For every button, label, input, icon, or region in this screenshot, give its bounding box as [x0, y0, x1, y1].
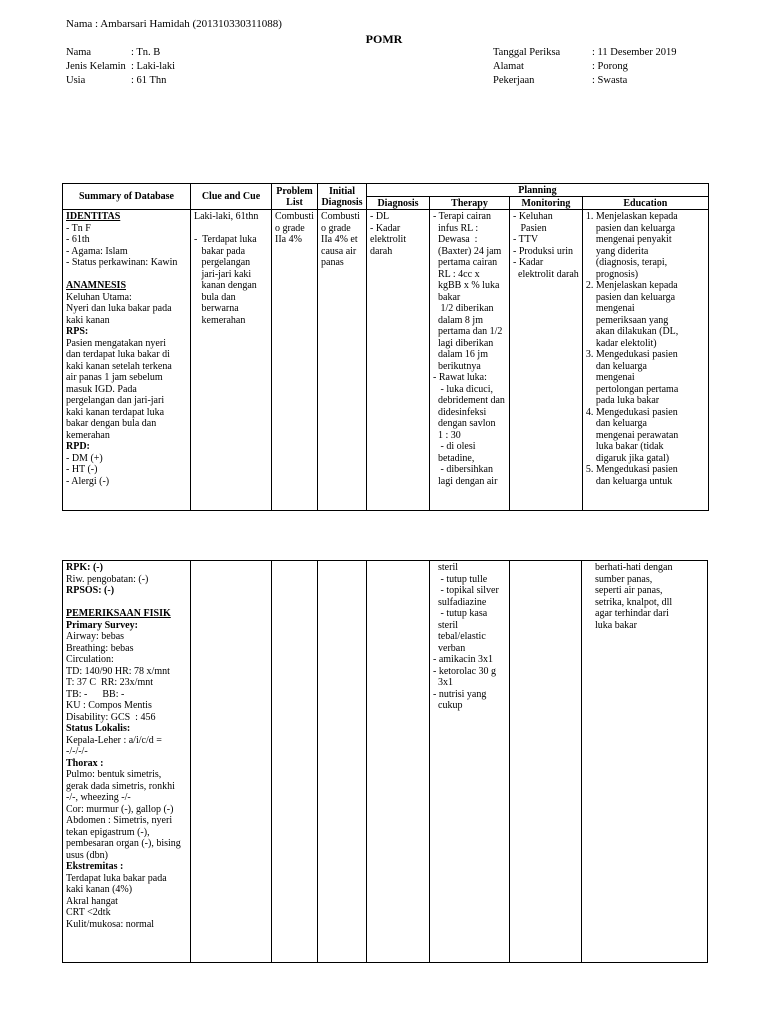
cell-line: - DL — [370, 211, 390, 222]
cell-line: luka bakar — [585, 619, 637, 631]
cell-line: pergelangan — [194, 257, 251, 268]
cell-line: yang diderita — [585, 245, 649, 257]
cell-line: Terdapat luka bakar pada — [66, 872, 167, 884]
cell-line: dalam 8 jm — [433, 314, 483, 326]
cell-line: causa air — [321, 245, 357, 257]
cell-line: - di olesi — [433, 441, 476, 452]
cell-line: - Agama: Islam — [66, 245, 128, 257]
cell-line: Airway: bebas — [66, 631, 125, 642]
cell-line: CRT <2dtk — [66, 907, 111, 918]
cell-line: Keluhan Utama: — [66, 291, 132, 303]
cell-line: tekan epigastrum (-), — [66, 826, 150, 838]
cell-education — [582, 561, 708, 963]
cell-line: dan terdapat luka bakar di — [66, 349, 170, 360]
cell-line: Primary Survey: — [66, 619, 138, 631]
cell-line: Riw. pengobatan: (-) — [66, 573, 149, 585]
cell-line: kemerahan — [194, 314, 246, 326]
value-alamat: : Porong — [592, 61, 628, 72]
cell-line: elektrolit — [370, 234, 407, 245]
header-planning: Planning — [367, 184, 709, 197]
document-title: POMR — [365, 32, 403, 46]
cell-line: bakar dengan bula dan — [66, 418, 157, 429]
cell-line: RPSOS: (-) — [66, 585, 115, 596]
label-alamat: Alamat — [493, 61, 524, 72]
cell-line: 1. Menjelaskan kepada — [585, 211, 678, 222]
cell-line: - topikal silver — [433, 585, 499, 596]
cell-line: berwarna — [194, 303, 239, 314]
cell-education — [582, 210, 708, 511]
cell-line: pergelangan dan jari-jari — [66, 395, 165, 406]
cell-line: mengenai — [585, 372, 635, 383]
cell-line: (Baxter) 24 jam — [433, 245, 502, 257]
cell-line: - Kadar — [370, 222, 401, 234]
header-problem-list: Problem List — [272, 184, 318, 210]
cell-line: verban — [433, 642, 466, 654]
cell-line: tebal/elastic — [433, 631, 486, 642]
cell-line: - Terdapat luka — [194, 234, 257, 245]
label-jenis-kelamin: Jenis Kelamin — [66, 61, 126, 72]
cell-monitoring — [510, 561, 582, 963]
cell-line: masuk IGD. Pada — [66, 383, 137, 395]
cell-line: - tutup tulle — [433, 573, 488, 585]
cell-line: bakar — [433, 291, 461, 303]
cell-line: elektrolit darah — [513, 268, 579, 280]
cell-line: TB: - BB: - — [66, 688, 125, 700]
cell-line: digaruk jika gatal) — [585, 452, 670, 464]
cell-line: 5. Mengedukasi pasien — [585, 464, 678, 475]
cell-line: Breathing: bebas — [66, 642, 134, 654]
cell-line: air panas 1 jam sebelum — [66, 372, 163, 383]
cell-line: T: 37 C RR: 23x/mnt — [66, 677, 154, 688]
cell-line: Pasien mengatakan nyeri — [66, 337, 166, 349]
label-usia: Usia — [66, 75, 86, 86]
cell-line: Abdomen : Simetris, nyeri — [66, 815, 173, 826]
cell-therapy — [430, 210, 510, 511]
cell-line: - Kadar — [513, 257, 544, 268]
value-nama: : Tn. B — [131, 47, 161, 58]
cell-summary — [63, 210, 191, 511]
cell-line: Pulmo: bentuk simetris, — [66, 769, 162, 780]
cell-line: 3. Mengedukasi pasien — [585, 349, 678, 360]
cell-line: ANAMNESIS — [66, 280, 127, 291]
author-name: Nama : Ambarsari Hamidah (201310330311088) — [66, 18, 282, 30]
cell-initial-diagnosis — [318, 210, 367, 511]
cell-line: Akral hangat — [66, 895, 118, 907]
cell-line: Ekstremitas : — [66, 861, 124, 872]
cell-line: berikutnya — [433, 360, 481, 372]
cell-line: mengenai — [585, 303, 635, 314]
cell-line: dan keluarga — [585, 360, 647, 372]
pomr-table-page-2 — [62, 560, 708, 963]
cell-line: Cor: murmur (-), gallop (-) — [66, 803, 174, 815]
cell-line: 1 : 30 — [433, 429, 461, 441]
cell-line: kadar elektolit) — [585, 337, 657, 349]
cell-line: jari-jari kaki — [194, 268, 252, 280]
cell-line: Combusti — [275, 211, 314, 222]
cell-line: cukup — [433, 700, 463, 711]
cell-line: Laki-laki, 61thn — [194, 211, 259, 222]
cell-line: kanan dengan — [194, 280, 257, 291]
cell-line: o grade — [275, 222, 305, 234]
cell-line: Kepala-Leher : a/i/c/d = — [66, 734, 162, 746]
value-pekerjaan: : Swasta — [592, 75, 628, 86]
label-nama: Nama — [66, 47, 92, 58]
cell-line: 4. Mengedukasi pasien — [585, 406, 678, 418]
cell-initial-diagnosis — [318, 561, 367, 963]
cell-line: Nyeri dan luka bakar pada — [66, 303, 172, 314]
cell-line: kemerahan — [66, 429, 110, 441]
cell-line: debridement dan — [433, 395, 505, 406]
cell-diagnosis — [367, 561, 430, 963]
cell-line: - Tn F — [66, 222, 91, 234]
cell-line: RPD: — [66, 441, 90, 452]
cell-line: IIa 4% et — [321, 234, 358, 245]
cell-line: 1/2 diberikan — [433, 303, 494, 314]
cell-therapy — [430, 561, 510, 963]
header-initial-diagnosis: Initial Diagnosis — [318, 184, 367, 210]
value-usia: : 61 Thn — [131, 75, 167, 86]
cell-line: TD: 140/90 HR: 78 x/mnt — [66, 665, 170, 677]
cell-line: - 61th — [66, 234, 90, 245]
cell-line: KU : Compos Mentis — [66, 700, 152, 711]
cell-line: steril — [433, 619, 458, 631]
header-monitoring: Monitoring — [510, 197, 583, 210]
cell-line: Dewasa : — [433, 234, 478, 245]
header-summary: Summary of Database — [63, 184, 191, 210]
cell-line: bakar pada — [194, 245, 246, 257]
cell-line: setrika, knalpot, dll — [585, 596, 673, 608]
cell-line: - ketorolac 30 g — [433, 665, 497, 677]
cell-line: kaki kanan — [66, 314, 110, 326]
cell-line: darah — [370, 245, 393, 257]
label-pekerjaan: Pekerjaan — [493, 75, 535, 86]
cell-line: infus RL : — [433, 222, 479, 234]
cell-line: dan keluarga untuk — [585, 475, 673, 487]
cell-line: pasien dan keluarga — [585, 291, 676, 303]
cell-problem-list — [272, 561, 318, 963]
cell-line: o grade — [321, 222, 351, 234]
cell-line: seperti air panas, — [585, 585, 663, 596]
cell-line: RPS: — [66, 326, 89, 337]
cell-line: - HT (-) — [66, 464, 98, 475]
cell-line: - amikacin 3x1 — [433, 654, 493, 665]
cell-line: mengenai penyakit — [585, 234, 672, 245]
cell-line: - Rawat luka: — [433, 372, 487, 383]
cell-line: pemeriksaan yang — [585, 314, 669, 326]
cell-line: kaki kanan setelah terkena — [66, 360, 172, 372]
cell-line: - Status perkawinan: Kawin — [66, 257, 178, 268]
cell-line: Combusti — [321, 211, 360, 222]
cell-line: - DM (+) — [66, 452, 103, 464]
cell-line: - dibersihkan — [433, 464, 493, 475]
cell-line: didesinfeksi — [433, 406, 487, 418]
cell-line: kaki kanan terdapat luka — [66, 406, 165, 418]
cell-line: pasien dan keluarga — [585, 222, 676, 234]
cell-line: mengenai perawatan — [585, 429, 679, 441]
cell-line: - Alergi (-) — [66, 475, 110, 487]
cell-line: dalam 16 jm — [433, 349, 488, 360]
cell-diagnosis — [367, 210, 430, 511]
cell-line: prognosis) — [585, 268, 639, 280]
cell-line: pada luka bakar — [585, 395, 660, 406]
cell-line: pertama cairan — [433, 257, 498, 268]
cell-line: - TTV — [513, 234, 539, 245]
cell-line: lagi diberikan — [433, 337, 494, 349]
cell-line — [66, 597, 187, 609]
header-education: Education — [582, 197, 708, 210]
cell-line: - Keluhan — [513, 211, 553, 222]
cell-line: usus (dbn) — [66, 849, 108, 861]
cell-line: PEMERIKSAAN FISIK — [66, 608, 171, 619]
cell-line: kaki kanan (4%) — [66, 884, 133, 895]
cell-line: lagi dengan air — [433, 475, 498, 487]
cell-line: Circulation: — [66, 654, 114, 665]
value-tanggal-periksa: : 11 Desember 2019 — [592, 47, 677, 58]
cell-line: bula dan — [194, 291, 236, 303]
cell-cue — [191, 561, 272, 963]
cell-cue — [191, 210, 272, 511]
cell-line: dan keluarga — [585, 418, 647, 429]
cell-line: - Produksi urin — [513, 245, 573, 257]
cell-line: agar terhindar dari — [585, 608, 669, 619]
cell-line: sumber panas, — [585, 573, 653, 585]
cell-line: pembesaran organ (-), bising — [66, 838, 181, 849]
cell-line: - Terapi cairan — [433, 211, 491, 222]
header-diagnosis: Diagnosis — [367, 197, 430, 210]
cell-line: luka bakar (tidak — [585, 441, 664, 452]
cell-line: Pasien — [513, 222, 547, 234]
cell-line: pertama dan 1/2 — [433, 326, 503, 337]
cell-line: sulfadiazine — [433, 596, 487, 608]
header-cue: Clue and Cue — [191, 184, 272, 210]
cell-line — [194, 223, 268, 235]
cell-line: akan dilakukan (DL, — [585, 326, 679, 337]
cell-line: 3x1 — [433, 677, 453, 688]
cell-problem-list — [272, 210, 318, 511]
cell-line: gerak dada simetris, ronkhi — [66, 780, 175, 792]
cell-line: betadine, — [433, 452, 475, 464]
cell-line: Status Lokalis: — [66, 723, 131, 734]
cell-line: kgBB x % luka — [433, 280, 500, 291]
cell-line: steril — [433, 562, 458, 573]
cell-line: 2. Menjelaskan kepada — [585, 280, 678, 291]
header-therapy: Therapy — [430, 197, 510, 210]
label-tanggal-periksa: Tanggal Periksa — [493, 47, 561, 58]
value-jenis-kelamin: : Laki-laki — [131, 61, 176, 72]
cell-line: -/-/-/- — [66, 746, 88, 757]
cell-line: IIa 4% — [275, 234, 302, 245]
cell-line: Disability: GCS : 456 — [66, 711, 156, 723]
cell-line: - tutup kasa — [433, 608, 488, 619]
cell-line: - nutrisi yang — [433, 688, 487, 700]
cell-summary — [63, 561, 191, 963]
cell-line: Kulit/mukosa: normal — [66, 918, 155, 930]
cell-monitoring — [510, 210, 583, 511]
cell-line — [66, 269, 187, 281]
cell-line: (diagnosis, terapi, — [585, 257, 668, 268]
cell-line: dengan savlon — [433, 418, 496, 429]
cell-line: IDENTITAS — [66, 211, 121, 222]
cell-line: panas — [321, 257, 344, 268]
cell-line: -/-, wheezing -/- — [66, 792, 131, 803]
cell-line: berhati-hati dengan — [585, 562, 673, 573]
cell-line: pertolongan pertama — [585, 383, 679, 395]
cell-line: RL : 4cc x — [433, 268, 480, 280]
cell-line: Thorax : — [66, 757, 104, 769]
cell-line: RPK: (-) — [66, 562, 103, 573]
pomr-table-page-1 — [62, 183, 709, 511]
cell-line: - luka dicuci, — [433, 383, 493, 395]
